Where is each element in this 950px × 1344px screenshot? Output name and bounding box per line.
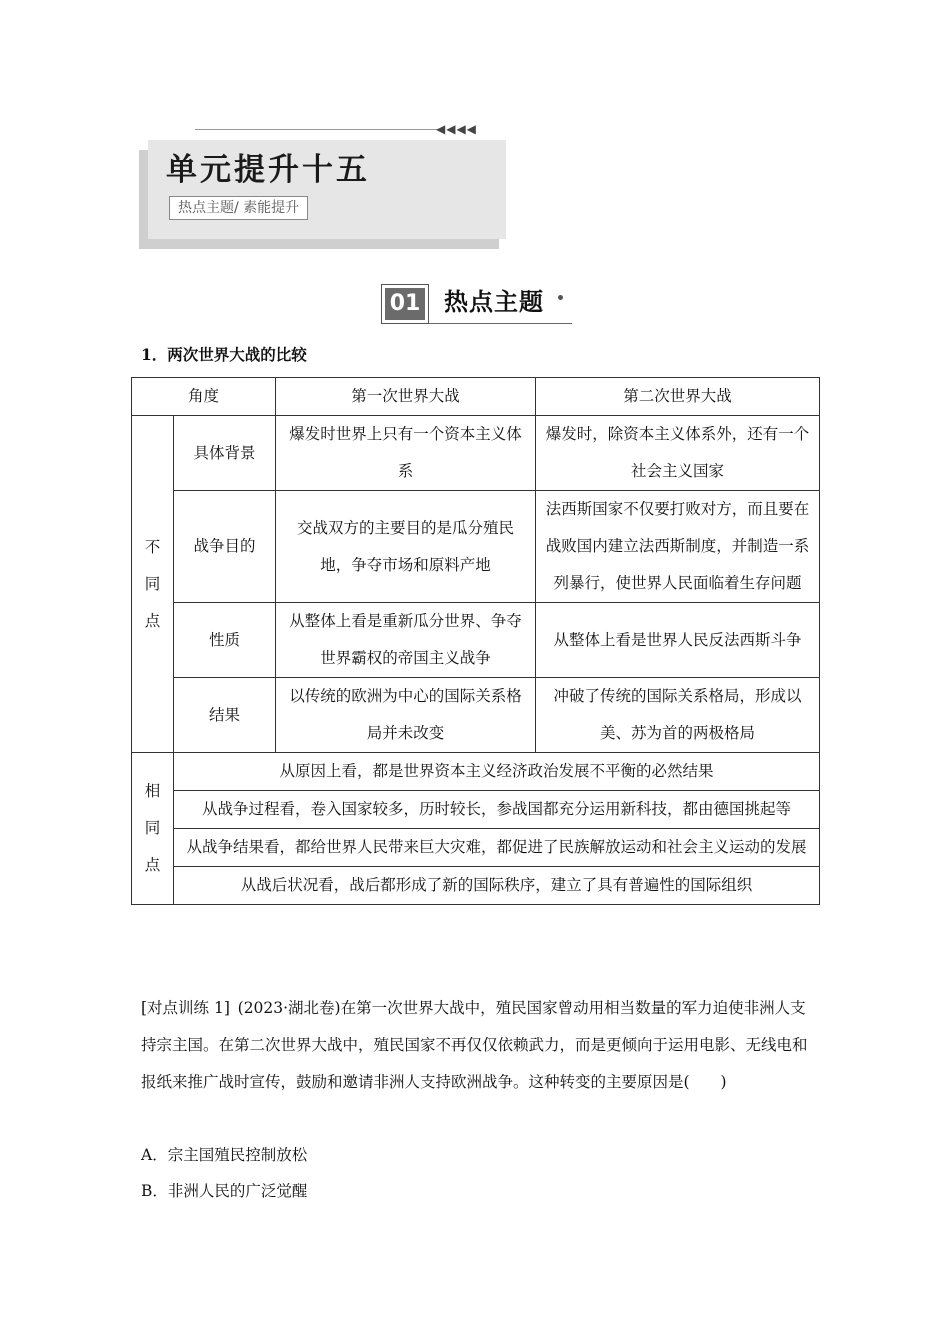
similarity-cell: 从原因上看，都是世界资本主义经济政治发展不平衡的必然结果 (174, 753, 820, 791)
question-heading: 1．两次世界大战的比较 (141, 345, 307, 364)
table-row (132, 867, 820, 905)
ww2-cell: 从整体上看是世界人民反法西斯斗争 (536, 603, 820, 678)
header-cell-ww1: 第一次世界大战 (276, 378, 536, 416)
header-cell-aspect: 角度 (132, 378, 276, 416)
similarities-label: 相 同 点 (132, 753, 174, 905)
banner-arrows-icon: ◀◀◀◀ (436, 122, 477, 136)
aspect-cell: 性质 (174, 603, 276, 678)
section-number-box (381, 284, 429, 324)
ww2-cell: 爆发时，除资本主义体系外，还有一个社会主义国家 (536, 416, 820, 491)
table-row (132, 829, 820, 867)
option-a[interactable]: A．宗主国殖民控制放松 (141, 1146, 308, 1164)
similarity-cell: 从战争过程看，卷入国家较多，历时较长，参战国都充分运用新科技，都由德国挑起等 (174, 791, 820, 829)
section-title: 热点主题 (444, 288, 544, 316)
unit-subtitle: 热点主题/ 素能提升 (169, 196, 308, 220)
table-row (132, 678, 820, 753)
table-row (132, 791, 820, 829)
table-row (132, 416, 820, 491)
unit-title: 单元提升十五 (166, 152, 370, 188)
ww1-cell: 交战双方的主要目的是瓜分殖民地，争夺市场和原料产地 (276, 491, 536, 603)
comparison-table (131, 377, 820, 905)
ww1-cell: 以传统的欧洲为中心的国际关系格局并未改变 (276, 678, 536, 753)
table-row (132, 753, 820, 791)
table-row (132, 603, 820, 678)
ww2-cell: 法西斯国家不仅要打败对方，而且要在战败国内建立法西斯制度，并制造一系列暴行，使世界人民面临着生存问题 (536, 491, 820, 603)
exercise-label: [对点训练 1] (141, 999, 230, 1017)
similarity-cell: 从战后状况看，战后都形成了新的国际秩序，建立了具有普遍性的国际组织 (174, 867, 820, 905)
ww2-cell: 冲破了传统的国际关系格局，形成以美、苏为首的两极格局 (536, 678, 820, 753)
ww1-cell: 从整体上看是重新瓜分世界、争夺世界霸权的帝国主义战争 (276, 603, 536, 678)
header-cell-ww2: 第二次世界大战 (536, 378, 820, 416)
aspect-cell: 具体背景 (174, 416, 276, 491)
aspect-cell: 结果 (174, 678, 276, 753)
table-header-row (132, 378, 820, 416)
section-dot-icon (558, 295, 563, 300)
aspect-cell: 战争目的 (174, 491, 276, 603)
banner-rule (195, 129, 440, 130)
differences-label: 不 同 点 (132, 416, 174, 753)
similarity-cell: 从战争结果看，都给世界人民带来巨大灾难，都促进了民族解放运动和社会主义运动的发展 (174, 829, 820, 867)
ww1-cell: 爆发时世界上只有一个资本主义体系 (276, 416, 536, 491)
table-row (132, 491, 820, 603)
section-number: 01 (385, 288, 425, 320)
exercise-text: 在第一次世界大战中，殖民国家曾动用相当数量的军力迫使非洲人支持宗主国。在第二次世界大战中，殖民国家不再仅仅依赖武力，而是更倾向于运用电影、无线电和报纸来推广战时宣传，鼓励和邀请非洲人支持欧洲战争。这种转变的主要原因是( ) (141, 999, 808, 1091)
exercise-stem (141, 990, 821, 1101)
exercise-source: (2023·湖北卷) (237, 999, 341, 1017)
option-b[interactable]: B．非洲人民的广泛觉醒 (141, 1182, 308, 1200)
